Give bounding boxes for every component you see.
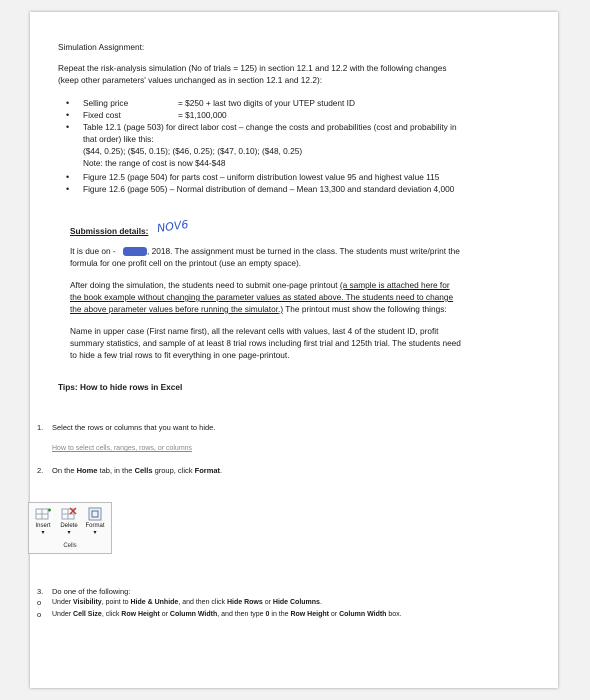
format-dropdown-icon: ▾	[93, 530, 97, 536]
bullet-icon: •	[66, 98, 70, 108]
delete-cells-icon	[60, 507, 78, 521]
name-line-3: to hide a few trial rows to fit everything in one page-printout.	[70, 350, 290, 360]
after-line-3: the above parameter values before running the simulator.) The printout must show the following things:	[70, 304, 447, 314]
due-line-2: formula for one profit cell on the printout (use an empty space).	[70, 258, 302, 268]
scribble-mark	[123, 247, 147, 256]
insert-label: Insert	[35, 523, 51, 529]
submission-heading: Submission details:	[70, 226, 149, 236]
tips-heading: Tips: How to hide rows in Excel	[58, 382, 183, 392]
step-1-number: 1.	[37, 423, 44, 432]
fixed-cost-value: = $1,100,000	[178, 110, 227, 120]
insert-cells-icon	[34, 507, 52, 521]
table-12-1-line-3: ($44, 0.25); ($45, 0.15); ($46, 0.25); ($47, 0.10); ($48, 0.25)	[83, 146, 303, 156]
bullet-icon: •	[66, 110, 70, 120]
bullet-icon: •	[66, 184, 70, 194]
select-cells-link[interactable]: How to select cells, ranges, rows, or columns	[52, 445, 193, 452]
delete-button[interactable]	[57, 507, 81, 536]
delete-label: Delete	[60, 523, 78, 529]
selling-price-value: = $250 + last two digits of your UTEP student ID	[178, 98, 355, 108]
bullet-icon: •	[66, 122, 70, 132]
step-2-text: On the Home tab, in the Cells group, click Format.	[52, 466, 223, 475]
intro-line-2: (keep other parameters' values unchanged as in section 12.1 and 12.2):	[58, 75, 323, 85]
after-line-2: the book example without changing the parameter values as stated above. The students need to change	[70, 292, 454, 302]
cells-group-label: Cells	[63, 543, 77, 549]
table-12-1-line-1: Table 12.1 (page 503) for direct labor cost – change the costs and probabilities (cost and probability in	[83, 122, 457, 132]
name-line-2: summary statistics, and sample of at least 8 trial rows including first trial and 125th trial. The students need	[70, 338, 461, 348]
format-label: Format	[85, 523, 105, 529]
format-cells-icon	[86, 507, 104, 521]
step-2-number: 2.	[37, 466, 44, 475]
figure-12-5-line: Figure 12.5 (page 504) for parts cost – uniform distribution lowest value 95 and highest value 115	[83, 172, 440, 182]
table-12-1-note: Note: the range of cost is now $44-$48	[83, 158, 226, 168]
intro-line-1: Repeat the risk-analysis simulation (No of trials = 125) in section 12.1 and 12.2 with the following changes	[58, 63, 447, 73]
table-12-1-line-2: that order) like this:	[83, 134, 154, 144]
after-line-1: After doing the simulation, the students need to submit one-page printout (a sample is attached here for	[70, 280, 450, 290]
assignment-title: Simulation Assignment:	[58, 42, 145, 52]
selling-price-label: Selling price	[83, 98, 129, 108]
format-button[interactable]	[83, 507, 107, 536]
step-3-number: 3.	[37, 587, 44, 596]
fixed-cost-label: Fixed cost	[83, 110, 121, 120]
due-line-suffix: , 2018. The assignment must be turned in the class. The students must write/print the	[147, 246, 460, 256]
circle-bullet-icon: o	[37, 598, 42, 607]
insert-dropdown-icon: ▾	[41, 530, 45, 536]
step-3-option-1: Under Visibility, point to Hide & Unhide, and then click Hide Rows or Hide Columns.	[52, 599, 322, 606]
excel-cells-ribbon	[28, 502, 112, 554]
handwritten-date: NOV6	[156, 217, 190, 236]
name-line-1: Name in upper case (First name first), all the relevant cells with values, last 4 of the student ID, profit	[70, 326, 439, 336]
step-3-option-2: Under Cell Size, click Row Height or Column Width, and then type 0 in the Row Height or Column Width box.	[52, 611, 402, 618]
step-1-text: Select the rows or columns that you want to hide.	[52, 423, 216, 432]
circle-bullet-icon: o	[37, 610, 42, 619]
step-3-text: Do one of the following:	[52, 587, 131, 596]
figure-12-6-line: Figure 12.6 (page 505) – Normal distribution of demand – Mean 13,300 and standard deviation 4,000	[83, 184, 455, 194]
due-line-prefix: It is due on -	[70, 246, 116, 256]
insert-button[interactable]	[31, 507, 55, 536]
delete-dropdown-icon: ▾	[67, 530, 71, 536]
bullet-icon: •	[66, 172, 70, 182]
